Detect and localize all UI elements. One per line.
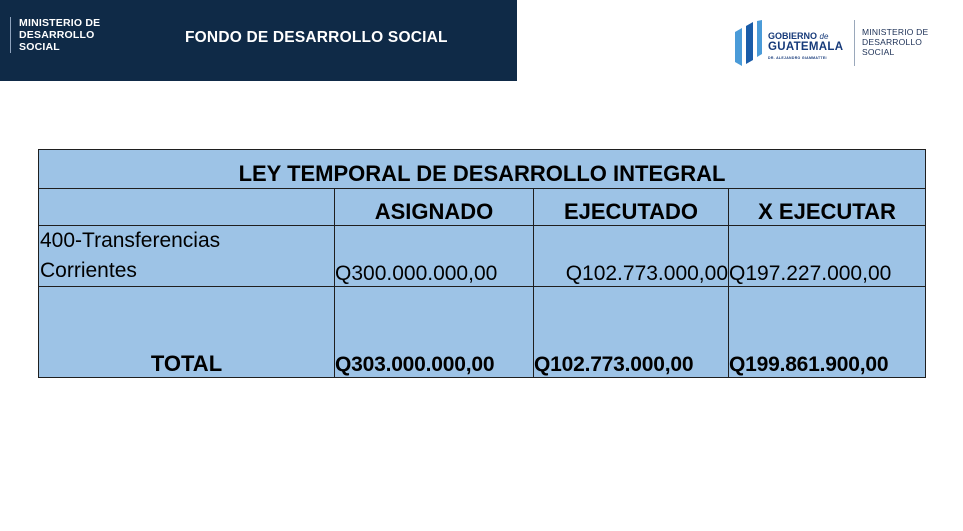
table-title-row — [39, 150, 926, 189]
ministry-line-2: DESARROLLO — [19, 29, 95, 41]
header-band — [0, 0, 517, 81]
total-row — [39, 287, 926, 378]
row-label-line-1: 400-Transferencias — [40, 229, 221, 252]
row-label-line-2: Corrientes — [40, 259, 137, 282]
table-title: LEY TEMPORAL DE DESARROLLO INTEGRAL — [39, 150, 926, 189]
gov-ministry-line-2: DESARROLLO — [862, 37, 923, 47]
total-label: TOTAL — [39, 287, 335, 378]
logo-divider — [854, 20, 855, 66]
gov-line-1: GOBIERNO — [768, 31, 818, 41]
budget-table — [38, 149, 926, 378]
table-header-row — [39, 189, 926, 226]
total-ejecutado: Q102.773.000,00 — [534, 287, 729, 378]
ministry-line-1: MINISTERIO DE — [19, 17, 101, 29]
total-x-ejecutar: Q199.861.900,00 — [729, 287, 926, 378]
table-row — [39, 226, 926, 287]
row-asignado: Q300.000.000,00 — [335, 226, 534, 287]
row-ejecutado: Q102.773.000,00 — [534, 226, 729, 287]
gov-ministry-line-3: SOCIAL — [862, 47, 895, 57]
gov-ministry-text — [862, 27, 928, 57]
gov-ministry-line-1: MINISTERIO DE — [862, 27, 929, 37]
ministry-logo-text — [10, 17, 100, 53]
fund-title: FONDO DE DESARROLLO SOCIAL — [185, 29, 448, 46]
header-x-ejecutar: X EJECUTAR — [729, 189, 926, 226]
gov-logo-text — [768, 31, 843, 63]
gov-line-2: GUATEMALA — [768, 41, 844, 53]
header-ejecutado: EJECUTADO — [534, 189, 729, 226]
row-label-cell — [39, 226, 335, 287]
gov-subline: DR. ALEJANDRO GIAMMATTEI — [768, 56, 827, 60]
header-empty-cell — [39, 189, 335, 226]
gov-de: de — [819, 32, 829, 41]
ministry-line-3: SOCIAL — [19, 41, 60, 53]
header-asignado: ASIGNADO — [335, 189, 534, 226]
guatemala-flag-icon — [734, 20, 764, 66]
total-asignado: Q303.000.000,00 — [335, 287, 534, 378]
row-x-ejecutar: Q197.227.000,00 — [729, 226, 926, 287]
